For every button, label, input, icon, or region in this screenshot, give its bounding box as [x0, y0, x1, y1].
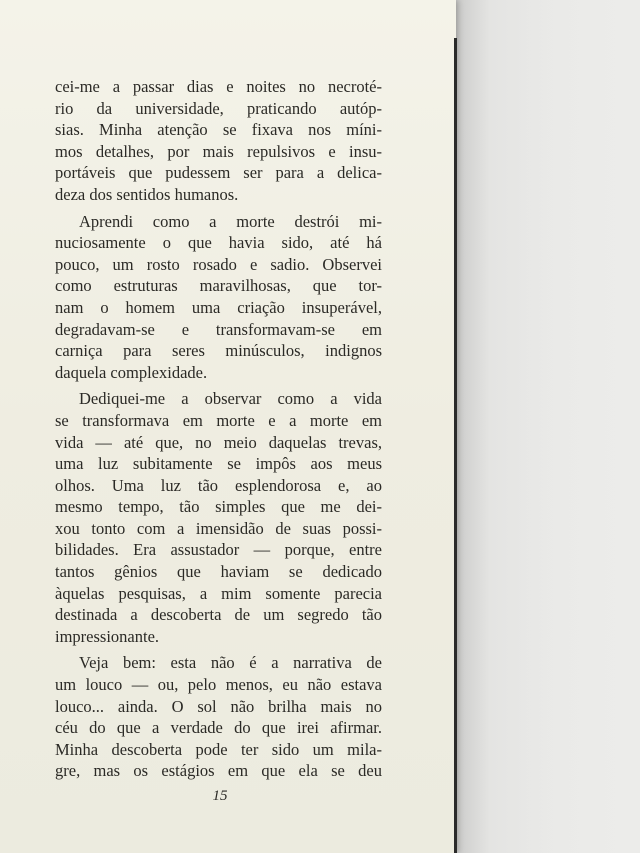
text-line: vida — até que, no meio daquelas trevas, [55, 432, 382, 452]
text-line: destinada a descoberta de um segredo tão [55, 605, 382, 625]
text-line: carniça para seres minúsculos, indignos [55, 341, 382, 361]
text-line: gre, mas os estágios em que ela se deu [55, 761, 382, 781]
text-line: degradavam-se e transformavam-se em [55, 319, 382, 339]
text-line: um louco — ou, pelo menos, eu não estava [55, 675, 382, 695]
text-line: pouco, um rosto rosado e sadio. Observei [55, 254, 382, 274]
text-line: nam o homem uma criação insuperável, [55, 297, 382, 317]
text-line: deza dos sentidos humanos. [55, 184, 239, 204]
text-line: mos detalhes, por mais repulsivos e insu- [55, 141, 382, 161]
text-line: bilidades. Era assustador — porque, entre [55, 540, 382, 560]
body-text [55, 76, 382, 782]
text-line: Minha descoberta pode ter sido um mila- [55, 739, 382, 759]
text-line: Aprendi como a morte destrói mi- [79, 211, 382, 231]
text-line: uma luz subitamente se impôs aos meus [55, 454, 382, 474]
text-line: rio da universidade, praticando autóp- [55, 98, 382, 118]
text-line: louco... ainda. O sol não brilha mais no [55, 696, 382, 716]
paragraph [55, 211, 382, 384]
text-line: como estruturas maravilhosas, que tor- [55, 276, 382, 296]
text-line: Veja bem: esta não é a narrativa de [79, 653, 382, 673]
paragraph [55, 388, 382, 647]
text-line: sias. Minha atenção se fixava nos míni- [55, 120, 382, 140]
text-line: daquela complexidade. [55, 362, 208, 382]
text-line: portáveis que pudessem ser para a delica- [55, 163, 382, 183]
text-line: Dediquei-me a observar como a vida [79, 389, 382, 409]
text-line: tantos gênios que haviam se dedicado [55, 562, 382, 582]
paragraph [55, 76, 382, 206]
text-line: xou tonto com a imensidão de suas possi- [55, 518, 382, 538]
text-line: mesmo tempo, tão simples que me dei- [55, 497, 382, 517]
page-edge-shadow [454, 38, 457, 853]
text-line: nuciosamente o que havia sido, até há [55, 233, 382, 253]
paragraph [55, 652, 382, 782]
desk-background [440, 0, 640, 853]
text-line: olhos. Uma luz tão esplendorosa e, ao [55, 475, 382, 495]
text-line: àquelas pesquisas, a mim somente parecia [55, 583, 382, 603]
text-line: cei-me a passar dias e noites no necroté- [55, 77, 382, 96]
text-line: se transformava em morte e a morte em [55, 410, 382, 430]
text-line: céu do que a verdade do que irei afirmar. [55, 718, 382, 738]
text-line: impressionante. [55, 626, 160, 646]
page-number: 15 [212, 788, 228, 804]
